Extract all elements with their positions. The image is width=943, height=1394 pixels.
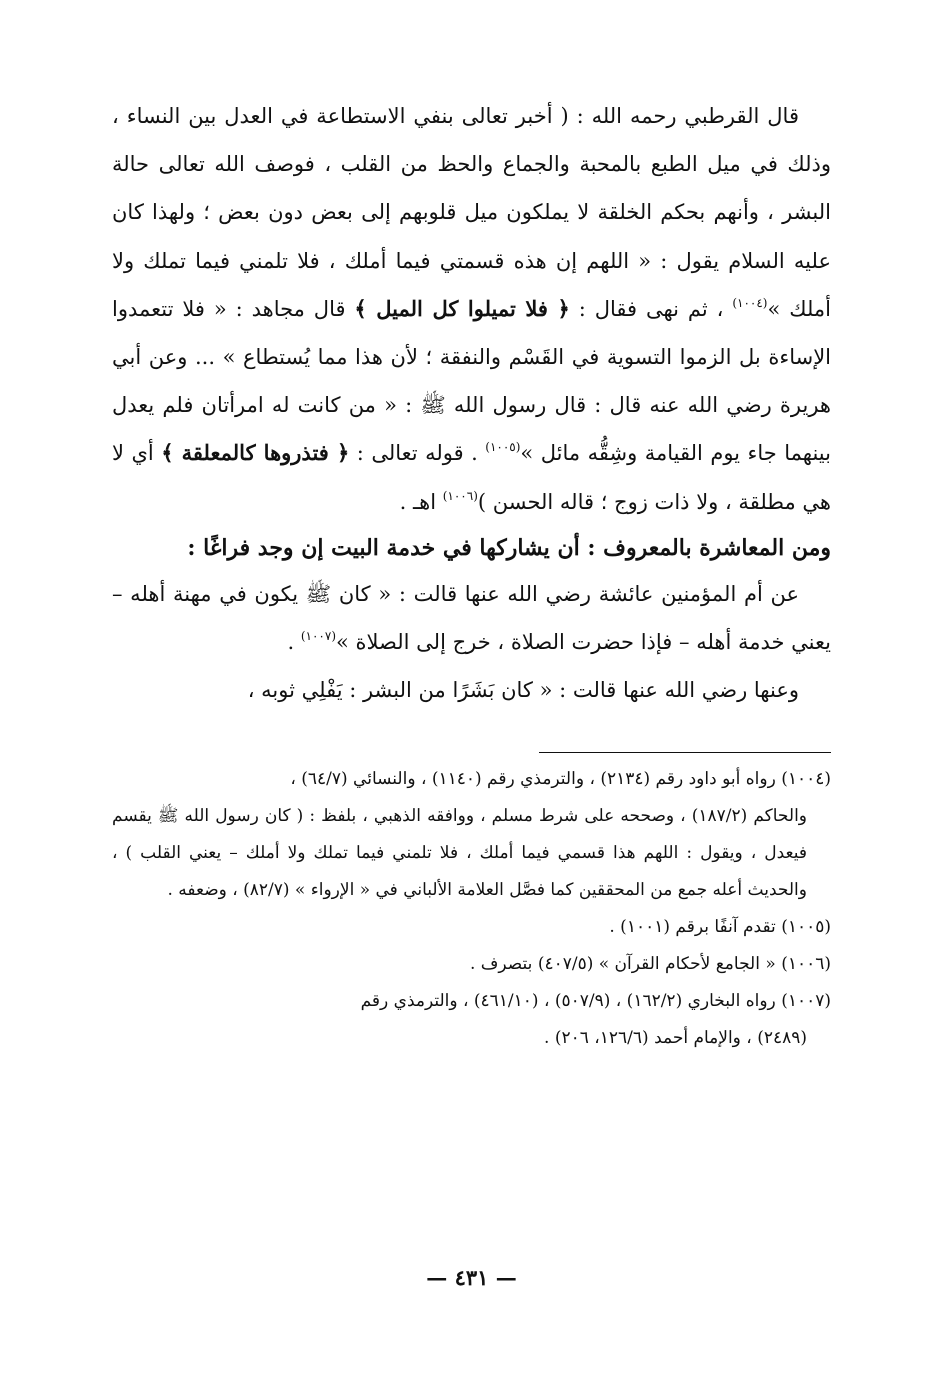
quran-verse: ﴿ فتذروها كالمعلقة ﴾ — [161, 440, 350, 466]
footnote-number: (١٠٠٧) — [781, 991, 831, 1012]
footnote-number: (١٠٠٦) — [781, 954, 831, 975]
footnote-1006 — [112, 946, 831, 983]
footnote-text: « الجامع لأحكام القرآن » (٤٠٧/٥) بتصرف . — [470, 954, 782, 975]
footnote-ref-1004[interactable]: (١٠٠٤) — [732, 295, 768, 310]
text-run: . — [287, 630, 301, 655]
footnote-text: تقدم آنفًا برقم (١٠٠١) . — [609, 917, 782, 938]
text-run: . قوله تعالى : — [349, 441, 486, 466]
footnote-1005 — [112, 909, 831, 946]
footnote-1007 — [112, 983, 831, 1020]
quran-verse: ﴿ فلا تميلوا كل الميل ﴾ — [354, 295, 570, 321]
footnote-ref-1007[interactable]: (١٠٠٧) — [300, 629, 336, 644]
paragraph-aisha-1 — [112, 570, 831, 666]
footnote-1004 — [112, 761, 831, 798]
footnotes — [112, 761, 831, 1057]
footnote-separator — [539, 752, 831, 753]
text-run: عن أم المؤمنين عائشة رضي الله عنها قالت : « كان ﷺ يكون في مهنة أهله – يعني خدمة أهله – فإذا حضرت الصلاة ، خرج إلى الصلاة » — [112, 581, 831, 655]
page-number: — ٤٣١ — — [426, 1265, 517, 1290]
footnote-number: (١٠٠٥) — [781, 917, 831, 938]
footnote-number: (١٠٠٤) — [781, 769, 831, 790]
text-run: قال القرطبي رحمه الله : ( أخبر تعالى بنفي الاستطاعة في العدل بين النساء ، وذلك في ميل الطبع بالمحبة والجماع والحظ من القلب ، فوصف الله تعالى حالة البشر ، وأنهم بحكم الخلقة لا يملكون ميل قلوبهم إلى بعض دون بعض ؛ ولهذا كان عليه السلام يقول : « اللهم إن هذه قسمتي فيما أملك ، فلا تلمني فيما تملك ولا أملك » — [112, 104, 831, 321]
main-text — [112, 92, 831, 714]
footnote-ref-1005[interactable]: (١٠٠٥) — [485, 440, 521, 455]
footnote-text: رواه أبو داود رقم (٢١٣٤) ، والترمذي رقم (١١٤٠) ، والنسائي (٦٤/٧) ، — [290, 769, 782, 790]
text-run: قال مجاهد : « فلا تتعمدوا الإساءة بل الزموا التسوية في القَسْم والنفقة ؛ لأن هذا مما يُستطاع » ... وعن أبي هريرة رضي الله عنه قال : قال رسول الله ﷺ : « من كانت له امرأتان فلم يعدل بينهما جاء يوم القيامة وشِقُّه مائل » — [112, 296, 832, 466]
paragraph-aisha-2: وعنها رضي الله عنها قالت : « كان بَشَرًا من البشر : يَفْلِي ثوبه ، — [247, 678, 799, 703]
paragraph-qurtubi — [112, 92, 831, 526]
footnote-1007-continued: (٢٤٨٩) ، والإمام أحمد (١٢٦/٦، ٢٠٦) . — [544, 1028, 807, 1049]
text-run: ، ثم نهى فقال : — [569, 296, 733, 321]
footnote-ref-1006[interactable]: (١٠٠٦) — [442, 488, 478, 503]
section-heading: ومن المعاشرة بالمعروف : أن يشاركها في خدمة البيت إن وجد فراغًا : — [187, 534, 831, 561]
text-run: أي لا هي مطلقة ، ولا ذات زوج ؛ قاله الحسن ) — [112, 441, 831, 514]
footnote-text: رواه البخاري (١٦٢/٢) ، (٥٠٧/٩) ، (٤٦١/١٠) ، والترمذي رقم — [360, 991, 782, 1012]
text-run: اهـ . — [399, 489, 443, 514]
footnote-1004-continued: والحاكم (١٨٧/٢) ، وصححه على شرط مسلم ، ووافقه الذهبي ، بلفظ : ( كان رسول الله ﷺ يقسم فيعدل ، ويقول : اللهم هذا قسمي فيما أملك ، فلا تلمني فيما تملك ولا أملك – يعني القلب ) ، والحديث أعله جمع من المحققين كما فصَّل العلامة الألباني في « الإرواء » (٨٢/٧) ، وضعفه . — [112, 806, 807, 901]
page-body — [112, 92, 831, 1057]
